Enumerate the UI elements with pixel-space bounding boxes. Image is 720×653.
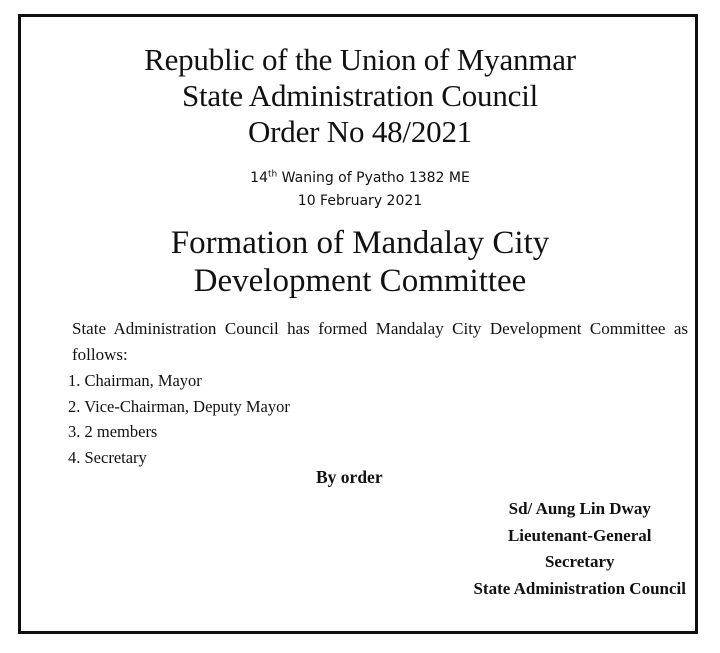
order-title-line2: Development Committee [193,263,527,299]
header-country: Republic of the Union of Myanmar [144,42,576,77]
member-item-chairman: 1. Chairman, Mayor [68,371,202,390]
order-title-line1: Formation of Mandalay City [170,225,550,261]
signatory-position: Secretary [544,552,615,571]
signatory-organization: State Administration Council [473,578,686,598]
myanmar-date-suffix: th [268,169,278,180]
myanmar-date-text: Waning of Pyatho 1382 ME [277,170,470,186]
myanmar-date-day: 14 [250,170,268,186]
signatory-name: Sd/ Aung Lin Dway [508,499,651,518]
by-order-text: By order [316,467,383,487]
order-body-paragraph: State Administration Council has formed Mandalay City Development Committee as follows: [72,319,688,364]
member-item-secretary: 4. Secretary [68,447,147,467]
gregorian-date: 10 February 2021 [297,193,423,209]
signatory-rank: Lieutenant-General [507,525,652,545]
myanmar-date [0,167,720,189]
member-item-vice-chairman: 2. Vice-Chairman, Deputy Mayor [68,396,290,416]
member-list [68,368,290,470]
signature-block [473,496,686,602]
header-order-number: Order No 48/2021 [247,114,473,149]
header-council: State Administration Council [181,78,539,113]
member-item-members: 3. 2 members [68,422,158,441]
